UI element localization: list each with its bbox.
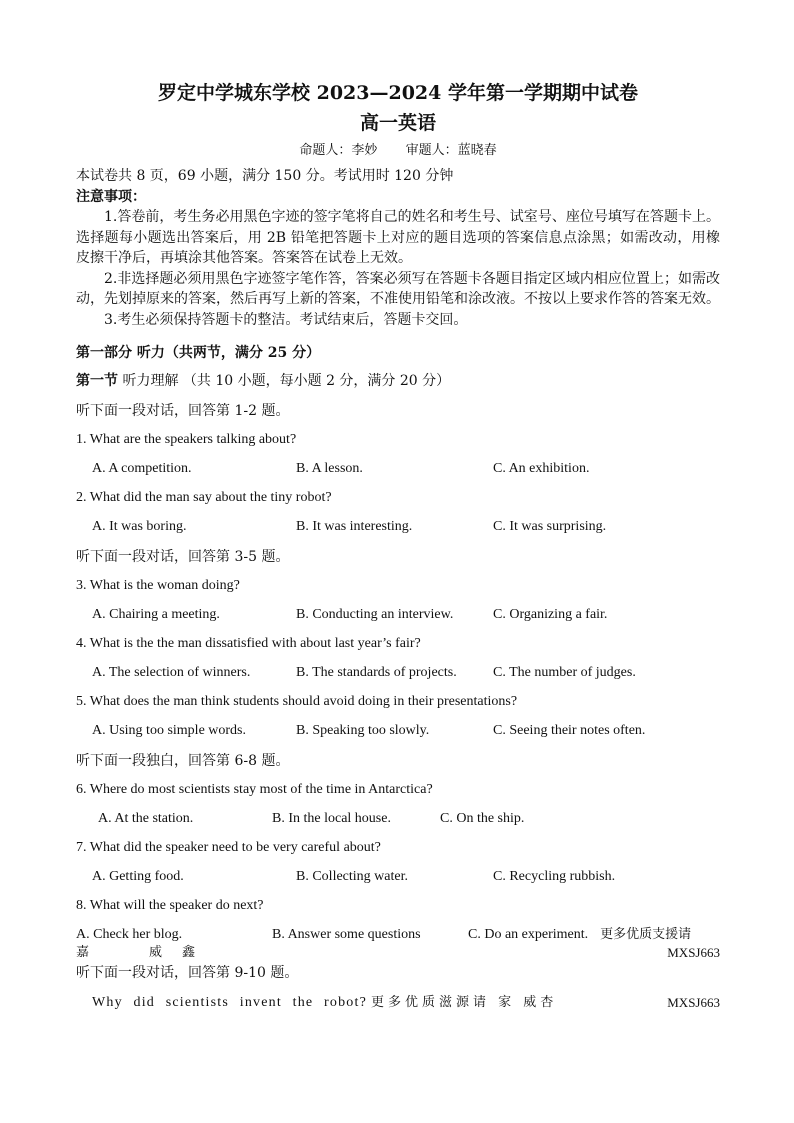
option-b: B. Collecting water. (296, 869, 408, 884)
option-a: A. Chairing a meeting. (92, 607, 220, 622)
group-1-instruction: 听下面一段对话，回答第 1-2 题。 (76, 403, 290, 419)
group-3-instruction: 听下面一段独白，回答第 6-8 题。 (76, 753, 290, 769)
watermark-char-3: 鑫 (182, 945, 196, 960)
notice-3: 3.考生必须保持答题卡的整洁。考试结束后，答题卡交回。 (104, 311, 468, 328)
watermark-char-1: 嘉 (76, 945, 90, 960)
section-1-heading (76, 371, 720, 391)
watermark-code-2: MXSJ663 (667, 995, 720, 1010)
watermark-code: MXSJ663 (667, 945, 720, 960)
question-6-options (76, 809, 720, 829)
question-9-line (76, 993, 720, 1013)
watermark-line (76, 945, 720, 961)
intro-text: 本试卷共 8 页，69 小题，满分 150 分。考试用时 120 分钟 (76, 168, 454, 184)
exam-subject: 高一英语 (359, 112, 436, 134)
question-7: 7. What did the speaker need to be very careful about? (76, 840, 381, 855)
option-c: C. Organizing a fair. (493, 607, 608, 622)
group-2-instruction: 听下面一段对话，回答第 3-5 题。 (76, 549, 290, 565)
question-7-options (76, 867, 720, 887)
question-1-options (76, 459, 720, 479)
section-1-label: 第一节 (76, 373, 118, 389)
question-5-options (76, 721, 720, 741)
option-b: B. It was interesting. (296, 519, 413, 534)
option-b: B. A lesson. (296, 461, 363, 476)
question-3-options (76, 605, 720, 625)
option-c: C. Recycling rubbish. (493, 869, 616, 884)
option-b: B. The standards of projects. (296, 665, 457, 680)
option-c: C. On the ship. (440, 811, 525, 826)
exam-title: 罗定中学城东学校 2023—2024 学年第一学期期中试卷 (158, 82, 638, 104)
option-a: A. At the station. (98, 811, 194, 826)
option-a: A. The selection of winners. (92, 665, 251, 680)
reviewer: 审题人：蓝晓春 (405, 143, 497, 158)
group-4-instruction: 听下面一段对话，回答第 9-10 题。 (76, 965, 299, 981)
notice-2: 2.非选择题必须用黑色字迹签字笔作答，答案必须写在答题卡各题目指定区域内相应位置上；如需改动，先划掉原来的答案，然后再写上新的答案，不准使用铅笔和涂改液。不按以上要求作答的答案无效。 (76, 270, 720, 307)
option-a: A. Using too simple words. (92, 723, 246, 738)
watermark-inline: 更多优质滋源请 家 威杏 (371, 995, 558, 1010)
question-2: 2. What did the man say about the tiny robot? (76, 490, 332, 505)
question-5: 5. What does the man think students should avoid doing in their presentations? (76, 694, 518, 709)
setter: 命题人：李妙 (299, 143, 378, 158)
question-8-options (76, 925, 720, 945)
exam-page (76, 80, 720, 1013)
option-a: A. Getting food. (92, 869, 184, 884)
part-1-heading: 第一部分 听力（共两节，满分 25 分） (76, 345, 321, 361)
notice-1: 1.答卷前，考生务必用黑色字迹的签字笔将自己的姓名和考生号、试室号、座位号填写在答题卡上。选择题每小题选出答案后，用 2B 铅笔把答题卡上对应的题目选项的答案信息点涂黑；如需改动，用橡皮擦干净后，再填涂其他答案。答案答在试卷上无效。 (76, 209, 720, 266)
option-c: C. Do an experiment. (468, 927, 589, 942)
question-4: 4. What is the the man dissatisfied with about last year’s fair? (76, 636, 421, 651)
notice-title: 注意事项： (76, 188, 146, 205)
question-4-options (76, 663, 720, 683)
option-a: A. A competition. (92, 461, 192, 476)
option-c: C. Seeing their notes often. (493, 723, 646, 738)
question-2-options (76, 517, 720, 537)
question-9-text: Why did scientists invent the robot? (92, 995, 367, 1010)
option-b: B. In the local house. (272, 811, 391, 826)
question-3: 3. What is the woman doing? (76, 578, 240, 593)
option-b: B. Speaking too slowly. (296, 723, 430, 738)
question-6: 6. Where do most scientists stay most of the time in Antarctica? (76, 782, 433, 797)
watermark-char-2: 威 (149, 945, 163, 960)
option-b: B. Conducting an interview. (296, 607, 454, 622)
option-c: C. An exhibition. (493, 461, 590, 476)
authors-line (76, 142, 720, 160)
question-8: 8. What will the speaker do next? (76, 898, 264, 913)
watermark-tail: 更多优质支援请 (600, 927, 692, 942)
option-b: B. Answer some questions (272, 927, 421, 942)
option-c: C. The number of judges. (493, 665, 636, 680)
option-a: A. Check her blog. (76, 927, 183, 942)
option-c: C. It was surprising. (493, 519, 607, 534)
option-a: A. It was boring. (92, 519, 187, 534)
section-1-text: 听力理解 （共 10 小题，每小题 2 分，满分 20 分） (118, 373, 451, 389)
question-1: 1. What are the speakers talking about? (76, 432, 297, 447)
